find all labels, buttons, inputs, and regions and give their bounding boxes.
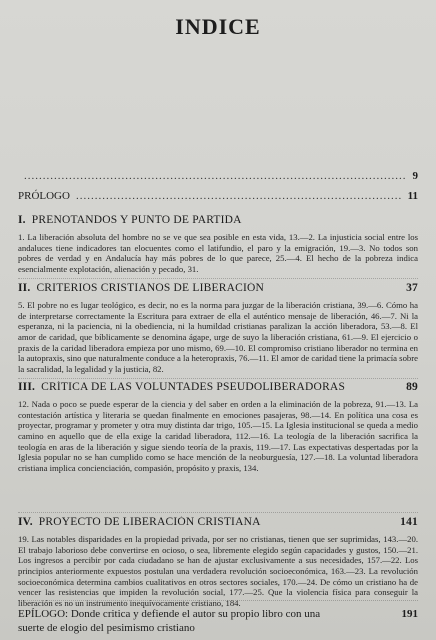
section-description: 1. La liberación absoluta del hombre no se ve que sea posible en esta vida, 13.—2. La injusticia social entre los andaluces tiene indicadores tan elocuentes como el latifundio, el paro y la emigración, 19.—3. No todos son pobres de verdad y en Andalucía hay más pobres de lo que parece, 25.—4. El hecho de la pobreza indica esencialmente explotación, alienación y pecado, 31.	[18, 232, 418, 274]
section-title: PRENOTANDOS Y PUNTO DE PARTIDA	[31, 214, 242, 226]
section-page-number: 89	[406, 381, 418, 393]
section-title-row	[18, 282, 418, 294]
toc-section-i	[18, 214, 418, 275]
section-number: IV.	[18, 516, 33, 528]
divider	[18, 378, 418, 379]
section-title-row	[18, 214, 418, 226]
divider	[18, 600, 418, 601]
toc-section-ii	[18, 282, 418, 374]
section-number: III.	[18, 381, 36, 393]
toc-label: PRÓLOGO	[18, 190, 70, 202]
toc-page-number: 9	[412, 170, 418, 182]
section-title: PROYECTO DE LIBERACIÓN CRISTIANA	[38, 516, 261, 528]
toc-leader	[24, 170, 407, 182]
section-number: II.	[18, 282, 31, 294]
toc-section-iv	[18, 516, 418, 608]
toc-page-number: 11	[407, 190, 418, 202]
section-description: 12. Nada o poco se puede esperar de la ciencia y del saber en orden a la eliminación de la pobreza, 91.—13. La contestación artística y literaria se quedan finalmente en emociones pasajeras, 98.—14. En política una cosa es proyectar, programar y prometer y otra muy distinta dar trigo, 105.—15. La Iglesia institucional se queda a medio camino en aquello que de ella exige la caridad liberadora, 112.—16. La teología de la liberación sacrifica la teología en aras de la liberación y sigue siendo teoría de la praxis, 119.—17. Las expectativas despertadas por la Iglesia popular no se han cumplido como se hace mención de la neoburguesía, 127.—18. La voluntad liberadora cristiana implica concienciación, compasión, propósito y praxis, 134.	[18, 399, 418, 473]
section-description: 19. Las notables disparidades en la propiedad privada, por ser no cristianas, tienen que ser suprimidas, 143.—20. El trabajo laborioso debe convertirse en ocioso, o sea, libremente elegido según capacidades y gustos, 150.—21. Los ingresos a percibir por cada ciudadano se han de ajustar exclusivamente a sus necesidades, 157.—22. Los principios anteriormente expuestos postulan una verdadera revolución socioeconómica, 163.—23. La revolución socioeconómica determina cambios cualitativos en otros sectores sociales, 170.—24. De cómo un cristiano ha de vencer las resistencias que impiden la revolución social, 177.—25. Que la violencia física para conseguir la liberación es no un instrumento inequívocamente cristiano, 184.	[18, 534, 418, 608]
section-title: CRITERIOS CRISTIANOS DE LIBERACIÓN	[36, 282, 264, 294]
divider	[18, 278, 418, 279]
section-number: I.	[18, 214, 26, 226]
section-description: 5. El pobre no es lugar teológico, es decir, no es la norma para juzgar de la liberación cristiana, 39.—6. Cómo ha de interpretarse correctamente la Escritura para extraer de ella el auténtico mensaje de liberación, 46.—7. Ni la esperanza, ni la paciencia, ni la obediencia, ni la humildad cristianas paralizan la acción liberadora, 53.—8. El amor de caridad, que bíblicamente se denomina ágape, urge de suyo la liberación cristiana, 61.—9. El ejercicio o praxis de la caridad liberadora empieza por uno mismo, 69.—10. El compromiso cristiano liberador no termina en la autopraxis, sino que naturalmente conduce a la heteropraxis, 76.—11. El amor de caridad tiene la primacía sobre la sacralidad, la legalidad y la justicia, 82.	[18, 300, 418, 374]
section-title-row	[18, 516, 418, 528]
section-title: CRÍTICA DE LAS VOLUNTADES PSEUDOLIBERADORAS	[41, 381, 346, 393]
epilogo-label: EPÍLOGO: Donde critica y defiende el autor su propio libro con una	[18, 608, 321, 620]
section-page-number: 141	[400, 516, 418, 528]
section-title-row	[18, 381, 418, 393]
divider	[18, 512, 418, 513]
toc-epilogo-row	[18, 608, 418, 621]
toc-leader	[76, 190, 402, 202]
epilogo-page-number: 191	[401, 608, 418, 620]
toc-row-blank	[18, 170, 418, 182]
toc-row-prologo	[18, 190, 418, 202]
section-page-number: 37	[406, 282, 418, 294]
toc-section-iii	[18, 381, 418, 473]
epilogo-label-line-2: suerte de elogio del pesimismo cristiano	[18, 622, 195, 634]
page-title: INDICE	[175, 14, 261, 39]
